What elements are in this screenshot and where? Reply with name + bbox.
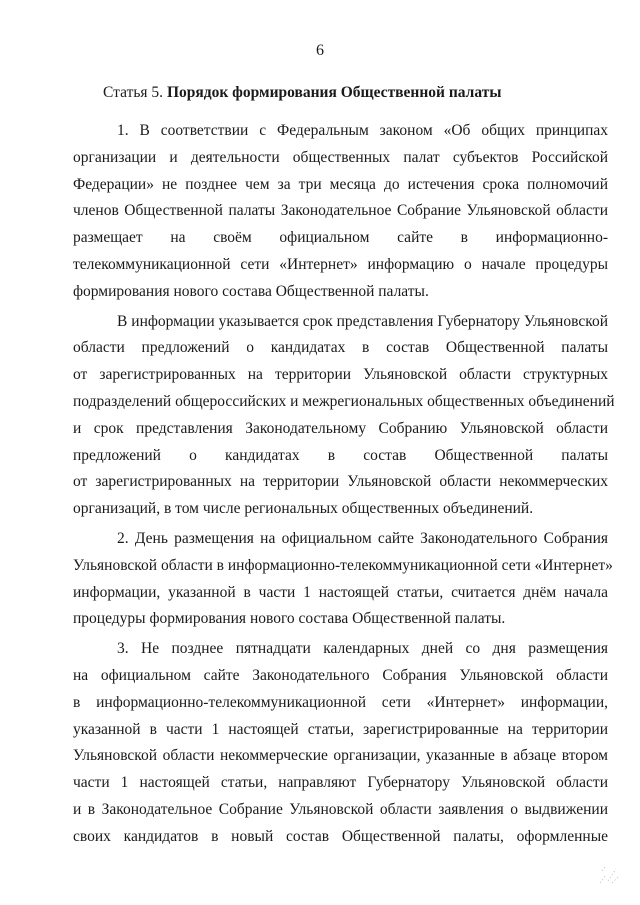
text-line: на официальном сайте Законодательного Собрания Ульяновской области — [73, 666, 608, 684]
paragraph-part-1-second — [73, 309, 615, 523]
text-line: и срок представления Законодательному Собранию Ульяновской области — [73, 419, 608, 437]
text-line: в информационно-телекоммуникационной сети «Интернет» информации, — [73, 693, 608, 711]
text-line: размещает на своём официальном сайте в информационно- — [73, 229, 608, 247]
article-body — [73, 118, 615, 851]
text-line: 1. В соответствии с Федеральным законом «Об общих принципах — [117, 122, 608, 139]
text-line: формирования нового состава Общественной палаты. — [73, 282, 429, 300]
text-line: от зарегистрированных на территории Ульяновской области некоммерческих — [73, 473, 608, 491]
text-line: от зарегистрированных на территории Ульяновской области структурных — [73, 366, 608, 384]
text-line: членов Общественной палаты Законодательное Собрание Ульяновской области — [73, 202, 608, 220]
paragraph-part-2 — [73, 526, 613, 633]
text-line: процедуры формирования нового состава Общественной палаты. — [73, 610, 506, 628]
text-line: области предложений о кандидатах в состав Общественной палаты — [73, 339, 608, 357]
text-line: своих кандидатов в новый состав Общественной палаты, оформленные — [73, 827, 608, 845]
text-line: и в Законодательное Собрание Ульяновской области заявления о выдвижении — [73, 800, 608, 818]
text-line: В информации указывается срок представления Губернатору Ульяновской — [117, 312, 608, 330]
text-line: организации и деятельности общественных палат субъектов Российской — [73, 148, 608, 166]
text-line: указанной в части 1 настоящей статьи, зарегистрированные на территории — [73, 720, 608, 738]
text-line: Федерации» не позднее чем за три месяца до истечения срока полномочий — [73, 175, 608, 193]
paragraph-part-1 — [73, 118, 608, 306]
article-number: Статья 5. — [103, 84, 167, 101]
text-line: Ульяновской области в информационно-телекоммуникационной сети «Интернет» — [73, 556, 613, 574]
text-line: предложений о кандидатах в состав Общественной палаты — [73, 446, 608, 464]
article-title: Порядок формирования Общественной палаты — [166, 84, 502, 101]
article-heading — [103, 84, 501, 102]
text-line: 3. Не позднее пятнадцати календарных дней со дня размещения — [117, 640, 608, 658]
text-line: части 1 настоящей статьи, направляют Губернатору Ульяновской области — [73, 774, 608, 792]
scan-artifact-icon — [596, 861, 622, 887]
text-line: Ульяновской области некоммерческие организации, указанные в абзаце втором — [73, 747, 608, 765]
page-number: 6 — [316, 42, 324, 59]
text-line: организаций, в том числе региональных общественных объединений. — [73, 500, 534, 518]
text-line: информации, указанной в части 1 настоящей статьи, считается днём начала — [73, 583, 608, 601]
paragraph-part-3 — [73, 636, 608, 850]
text-line: телекоммуникационной сети «Интернет» информацию о начале процедуры — [73, 255, 608, 273]
text-line: 2. День размещения на официальном сайте Законодательного Собрания — [117, 529, 608, 547]
text-line: подразделений общероссийских и межрегиональных общественных объединений — [73, 392, 615, 410]
